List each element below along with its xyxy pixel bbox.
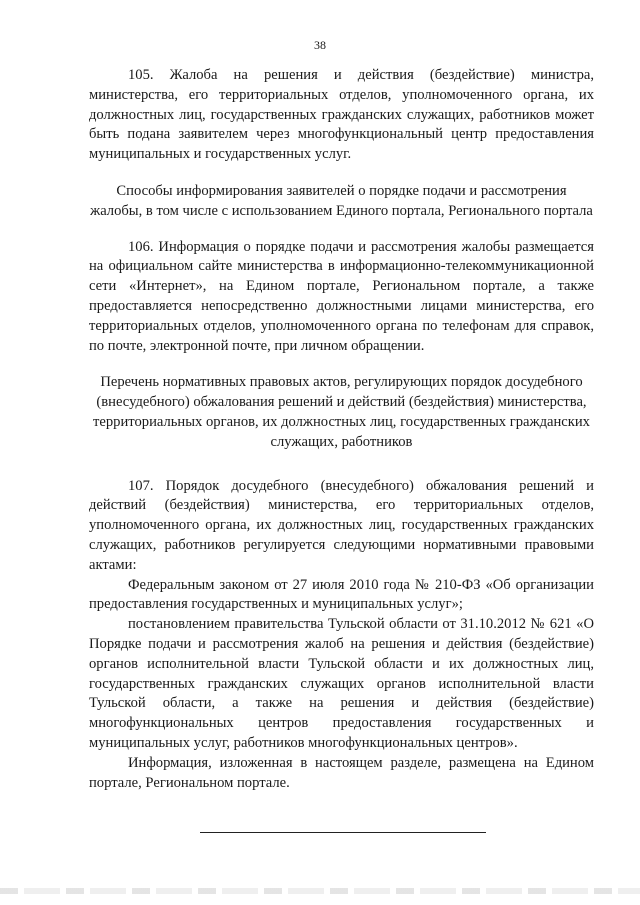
paragraph-105: 105. Жалоба на решения и действия (бездействие) министра, министерства, его территориальных отделов, уполномоченного органа, их должностных лиц, государственных гражданских служащих, работников может быть подана заявителем через многофункциональный центр предоставления муниципальных и государственных услуг. — [89, 67, 594, 163]
scan-artifact-edge — [0, 888, 640, 894]
document-body — [89, 66, 594, 793]
section-heading-legal-acts: Перечень нормативных правовых актов, регулирующих порядок досудебного (внесудебного) обжалования решений и действий (бездействия) министерства, территориальных органов, их должностных лиц, государственных гражданских служащих, работников — [93, 374, 590, 450]
paragraph-107: 107. Порядок досудебного (внесудебного) обжалования решений и действий (бездействия) министерства, его территориальных отделов, уполномоченного органа, их должностных лиц, государственных гражданских служащих, работников регулируется следующими нормативными правовыми актами: — [89, 477, 594, 573]
closing-paragraph: Информация, изложенная в настоящем разделе, размещена на Едином портале, Региональном портале. — [89, 754, 594, 791]
legal-act-federal-law: Федеральным законом от 27 июля 2010 года № 210-ФЗ «Об организации предоставления государственных и муниципальных услуг»; — [89, 576, 594, 613]
paragraph-106: 106. Информация о порядке подачи и рассмотрения жалобы размещается на официальном сайте министерства в информационно-телекоммуникационной сети «Интернет», на Едином портале, Региональном портале, а также предоставляется непосредственно должностными лицами министерства, его территориальных отделов, уполномоченного органа по телефонам для справок, по почте, электронной почте, при личном обращении. — [89, 238, 594, 354]
closing-divider-line — [200, 832, 486, 833]
legal-act-regional-resolution: постановлением правительства Тульской области от 31.10.2012 № 621 «О Порядке подачи и рассмотрения жалоб на решения и действия (бездействие) органов исполнительной власти Тульской области и их должностных лиц, государственных гражданских служащих органов исполнительной власти Тульской области, а также на решения и действия (бездействие) многофункциональных центров предоставления государственных и муниципальных услуг, работников многофункциональных центров». — [89, 616, 594, 751]
section-heading-informing: Способы информирования заявителей о порядке подачи и рассмотрения жалобы, в том числе с использованием Единого портала, Регионального портала — [90, 182, 593, 219]
page-number: 38 — [314, 38, 326, 52]
